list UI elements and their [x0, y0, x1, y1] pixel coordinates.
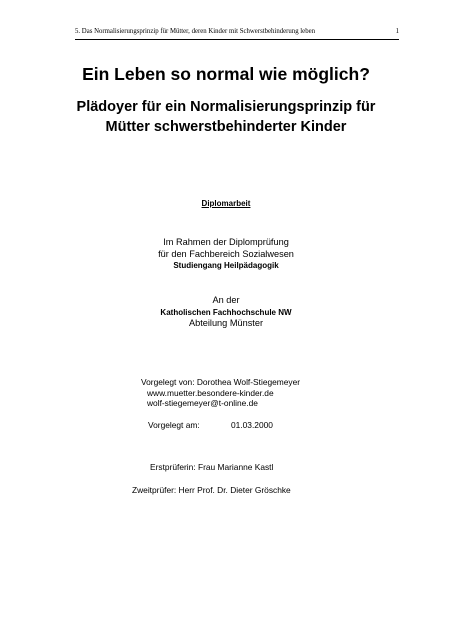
document-type: Diplomarbeit	[201, 199, 251, 208]
submission-date: 01.03.2000	[231, 420, 273, 430]
author-email: wolf-stiegemeyer@t-online.de	[147, 398, 258, 408]
running-header	[75, 26, 399, 40]
author-website: www.muetter.besondere-kinder.de	[147, 387, 274, 398]
context-line-2: für den Fachbereich Sozialwesen	[158, 248, 294, 259]
first-examiner-label: Erstprüferin:	[150, 462, 196, 472]
submission-label: Vorgelegt am:	[148, 420, 200, 430]
study-program: Studiengang Heilpädagogik	[173, 261, 279, 270]
institution-line-1: An der	[212, 295, 240, 305]
second-examiner-name: Herr Prof. Dr. Dieter Gröschke	[178, 485, 291, 495]
first-examiner	[150, 462, 273, 472]
institution-block	[0, 295, 452, 330]
header-text: 5. Das Normalisierungsprinzip für Mütter, deren Kinder mit Schwerstbehinderung leben	[75, 28, 316, 35]
author-name: Dorothea Wolf-Stiegemeyer	[196, 377, 301, 387]
subtitle-line-2: Mütter schwerstbehinderter Kinder	[105, 119, 347, 135]
submission-date-row	[148, 420, 273, 430]
second-examiner-label: Zweitprüfer:	[132, 485, 177, 495]
subtitle-line-1: Plädoyer für ein Normalisierungsprinzip für	[76, 99, 376, 115]
institution-name: Katholischen Fachhochschule NW	[160, 307, 292, 317]
author-block	[141, 377, 300, 409]
page-number: 1	[395, 28, 399, 35]
institution-department: Abteilung Münster	[188, 318, 264, 328]
author-label: Vorgelegt von:	[141, 377, 195, 387]
context-line-1: Im Rahmen der Diplomprüfung	[163, 237, 289, 247]
document-title: Ein Leben so normal wie möglich?	[82, 64, 370, 84]
document-subtitle	[0, 97, 452, 137]
exam-context	[0, 237, 452, 272]
second-examiner	[132, 485, 291, 495]
first-examiner-name: Frau Marianne Kastl	[197, 462, 274, 472]
